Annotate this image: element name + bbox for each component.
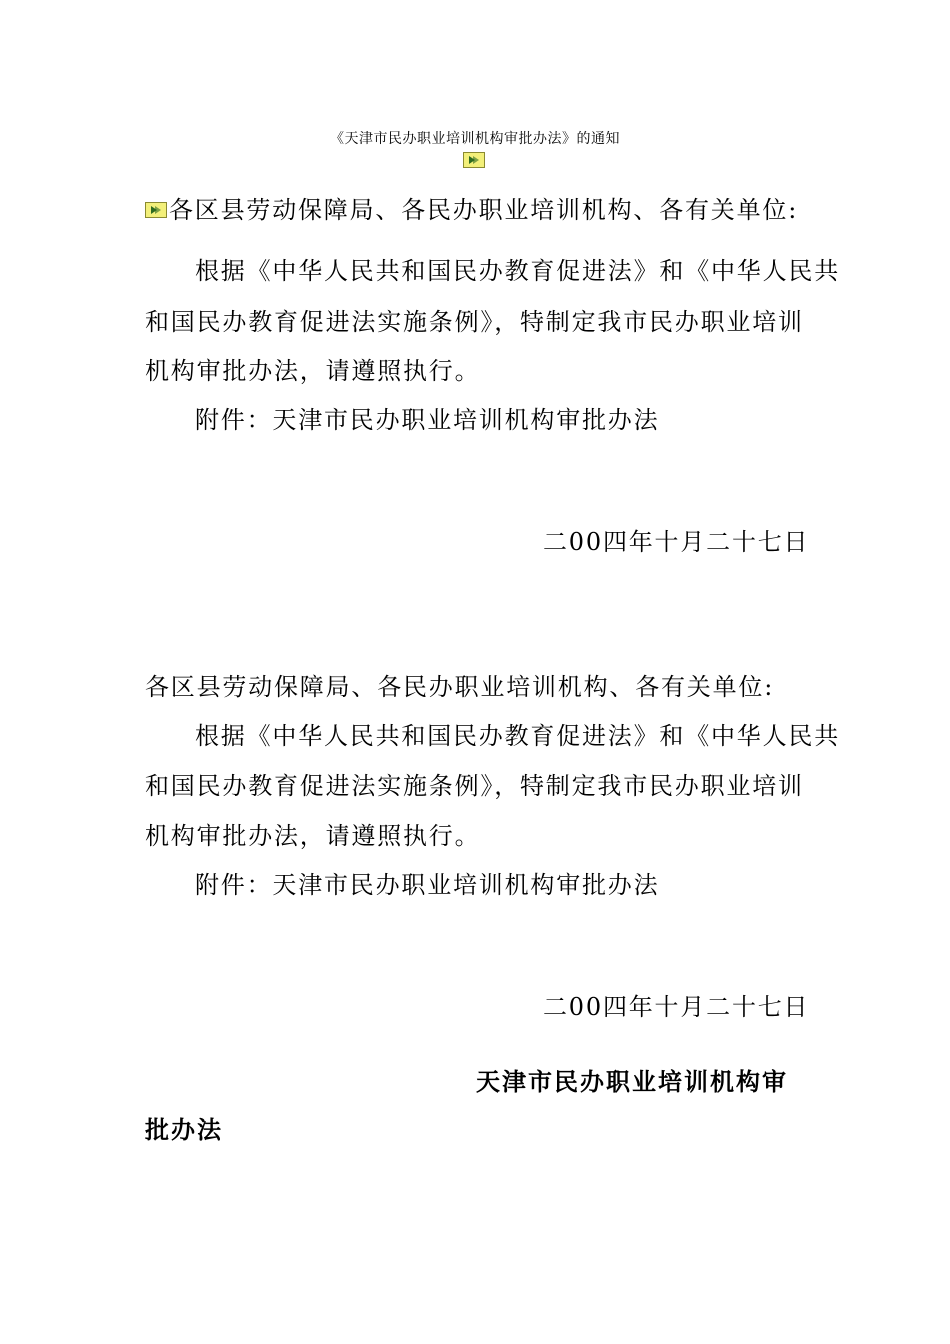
notice1-salutation-row bbox=[145, 195, 798, 225]
regulation-title-line2: 批办法 bbox=[145, 1115, 223, 1144]
notice2-salutation: 各区县劳动保障局、各民办职业培训机构、各有关单位: bbox=[145, 673, 775, 701]
notice2-date: 二00四年十月二十七日 bbox=[543, 993, 810, 1021]
notice1-body-line3: 机构审批办法，请遵照执行。 bbox=[145, 357, 481, 385]
link-icon[interactable] bbox=[463, 149, 485, 168]
notice1-body-line2: 和国民办教育促进法实施条例》，特制定我市民办职业培训 bbox=[145, 308, 804, 336]
notice2-attachment: 附件：天津市民办职业培训机构审批办法 bbox=[195, 871, 660, 899]
regulation-title-line1: 天津市民办职业培训机构审 bbox=[476, 1067, 788, 1096]
notice1-attachment: 附件：天津市民办职业培训机构审批办法 bbox=[195, 406, 660, 434]
notice1-body-line1: 根据《中华人民共和国民办教育促进法》和《中华人民共 bbox=[195, 257, 840, 285]
notice2-body-line2: 和国民办教育促进法实施条例》，特制定我市民办职业培训 bbox=[145, 772, 804, 800]
notice2-body-line1: 根据《中华人民共和国民办教育促进法》和《中华人民共 bbox=[195, 722, 840, 750]
link-icon[interactable] bbox=[145, 202, 167, 218]
link-icon-badge bbox=[463, 152, 485, 168]
notice-title: 《天津市民办职业培训机构审批办法》的通知 bbox=[330, 131, 620, 147]
notice1-salutation: 各区县劳动保障局、各民办职业培训机构、各有关单位: bbox=[169, 196, 799, 224]
notice1-date: 二00四年十月二十七日 bbox=[543, 528, 810, 556]
notice2-body-line3: 机构审批办法，请遵照执行。 bbox=[145, 822, 481, 850]
